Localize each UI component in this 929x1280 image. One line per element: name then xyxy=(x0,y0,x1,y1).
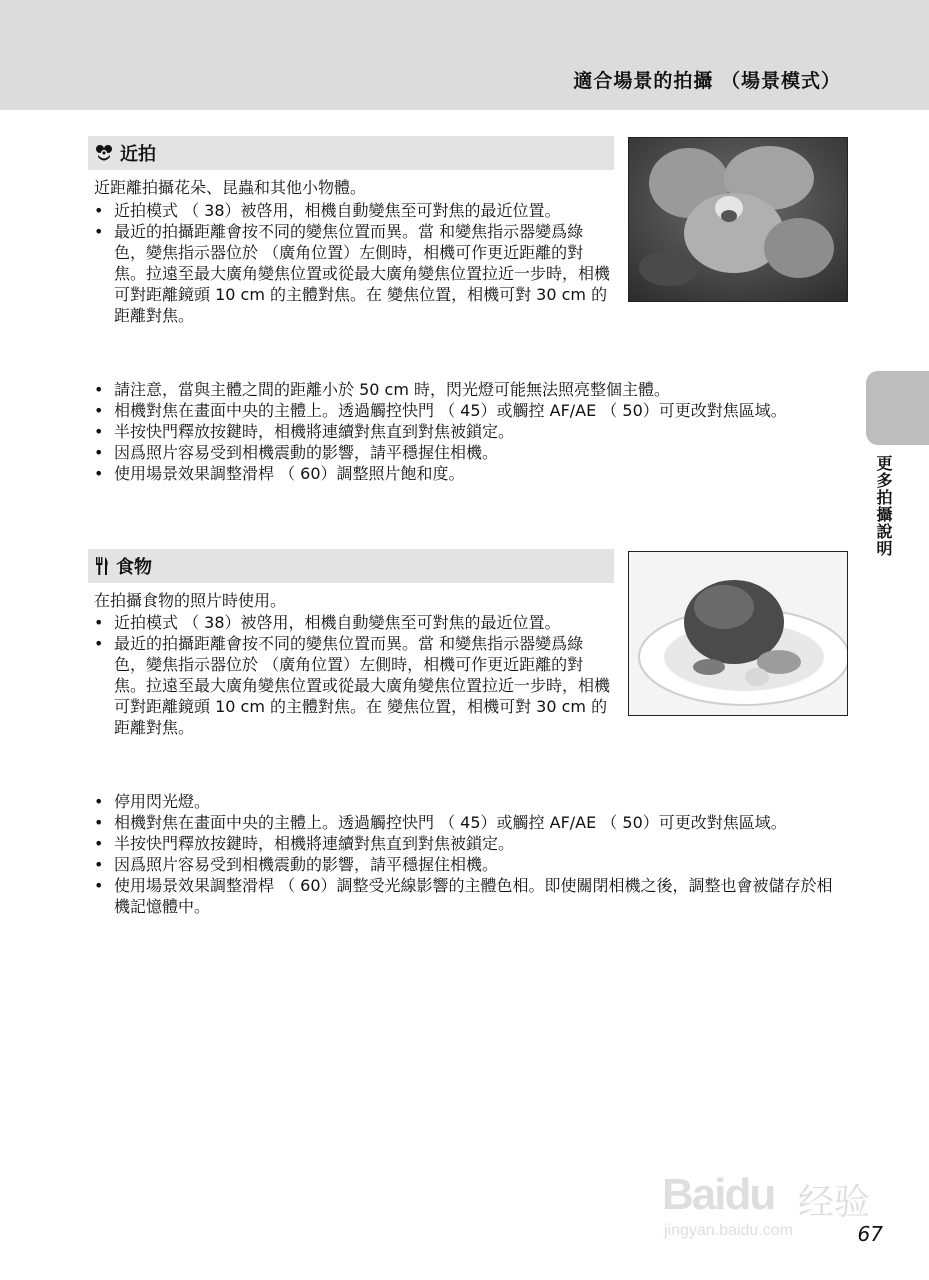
section-title: 食物 xyxy=(116,557,152,578)
bullet-item: • 使用場景效果調整滑桿 （ 60）調整受光線影響的主體色相。即使關閉相機之後，調整也會被儲存於相機記憶體中。 xyxy=(90,875,840,917)
chapter-tab xyxy=(866,371,929,445)
bullet-item: • 相機對焦在畫面中央的主體上。透過觸控快門 （ 45）或觸控 AF/AE （ 50）可更改對焦區域。 xyxy=(90,400,830,421)
watermark-url: jingyan.baidu.com xyxy=(664,1222,793,1239)
bullet-list-food-wide xyxy=(90,791,840,917)
section-intro: 近距離拍攝花朵、昆蟲和其他小物體。 xyxy=(94,178,367,197)
bullet-item: • 請注意，當與主體之間的距離小於 50 cm 時，閃光燈可能無法照亮整個主體。 xyxy=(90,379,830,400)
header-band xyxy=(0,0,929,110)
bullet-list-closeup xyxy=(90,200,615,326)
bullet-item: • 相機對焦在畫面中央的主體上。透過觸控快門 （ 45）或觸控 AF/AE （ 50）可更改對焦區域。 xyxy=(90,812,840,833)
flower-photo xyxy=(628,137,848,302)
bullet-item: • 近拍模式 （ 38）被啓用，相機自動變焦至可對焦的最近位置。 xyxy=(90,612,615,633)
bullet-item: • 使用場景效果調整滑桿 （ 60）調整照片飽和度。 xyxy=(90,463,830,484)
bullet-item: • 半按快門釋放按鍵時，相機將連續對焦直到對焦被鎖定。 xyxy=(90,833,840,854)
section-heading-closeup xyxy=(88,136,614,170)
bullet-item: • 停用閃光燈。 xyxy=(90,791,840,812)
page-header-title: 適合場景的拍攝 （場景模式） xyxy=(573,70,841,92)
chapter-tab-label: 更多拍攝說明 xyxy=(874,455,893,557)
bullet-item: • 因爲照片容易受到相機震動的影響，請平穩握住相機。 xyxy=(90,442,830,463)
bullet-item: • 最近的拍攝距離會按不同的變焦位置而異。當 和變焦指示器變爲綠色，變焦指示器位於 （廣角位置）左側時，相機可作更近距離的對焦。拉遠至最大廣角變焦位置或從最大廣角變焦位置拉近一步時，相機可對距離鏡頭 10 cm 的主體對焦。在 變焦位置，相機可對 30 cm 的距離對焦。 xyxy=(90,633,615,738)
section-intro: 在拍攝食物的照片時使用。 xyxy=(94,591,287,610)
bullet-list-food xyxy=(90,612,615,738)
bullet-item: • 最近的拍攝距離會按不同的變焦位置而異。當 和變焦指示器變爲綠色，變焦指示器位於 （廣角位置）左側時，相機可作更近距離的對焦。拉遠至最大廣角變焦位置或從最大廣角變焦位置拉近一步時，相機可對距離鏡頭 10 cm 的主體對焦。在 變焦位置，相機可對 30 cm 的距離對焦。 xyxy=(90,221,615,326)
baidu-watermark xyxy=(660,1140,880,1240)
bullet-item: • 近拍模式 （ 38）被啓用，相機自動變焦至可對焦的最近位置。 xyxy=(90,200,615,221)
bullet-list-closeup-wide xyxy=(90,379,830,484)
fork-knife-icon xyxy=(94,556,110,576)
bullet-item: • 因爲照片容易受到相機震動的影響，請平穩握住相機。 xyxy=(90,854,840,875)
watermark-brand: Baidu xyxy=(662,1170,775,1219)
page-number: 67 xyxy=(857,1222,883,1246)
flower-icon xyxy=(94,144,114,162)
watermark-cn: 经验 xyxy=(798,1181,871,1222)
bullet-item: • 半按快門釋放按鍵時，相機將連續對焦直到對焦被鎖定。 xyxy=(90,421,830,442)
section-heading-food xyxy=(88,549,614,583)
section-title: 近拍 xyxy=(120,144,156,165)
food-photo xyxy=(628,551,848,716)
